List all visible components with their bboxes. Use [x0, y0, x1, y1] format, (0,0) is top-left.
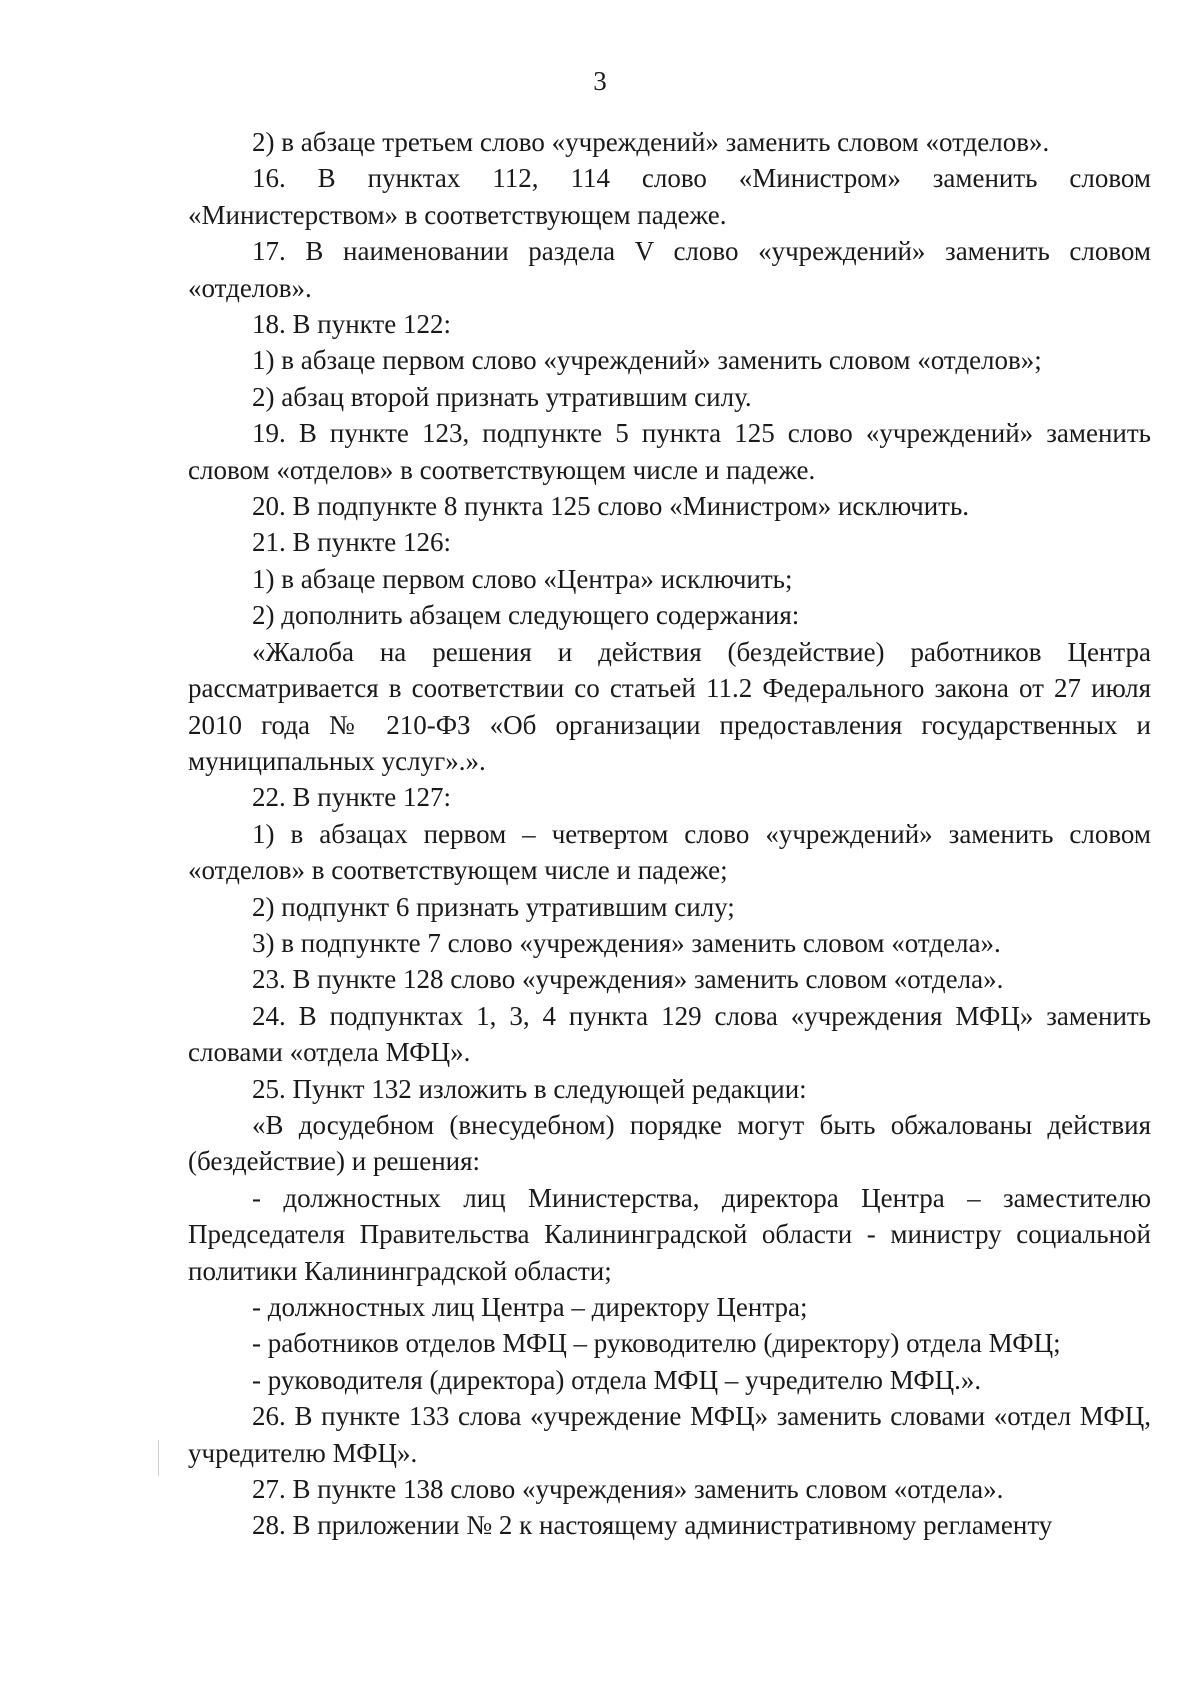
paragraph: 21. В пункте 126: [252, 527, 451, 558]
paragraph: 1) в абзаце первом слово «учреждений» заменить словом «отделов»; [252, 345, 1042, 376]
paragraph: 2) дополнить абзацем следующего содержания: [252, 600, 800, 631]
paragraph: 28. В приложении № 2 к настоящему административному регламенту [252, 1510, 1053, 1541]
paragraph: «В досудебном (внесудебном) порядке могут быть обжалованы действия (бездействие) и решения: [188, 1109, 1151, 1177]
paragraph: - руководителя (директора) отдела МФЦ – учредителю МФЦ.». [252, 1364, 982, 1395]
paragraph: 1) в абзацах первом – четвертом слово «учреждений» заменить словом «отделов» в соответствующем числе и падеже; [188, 818, 1151, 886]
paragraph: 19. В пункте 123, подпункте 5 пункта 125 слово «учреждений» заменить словом «отделов» в соответствующем числе и падеже. [188, 418, 1151, 485]
paragraph: 24. В подпунктах 1, 3, 4 пункта 129 слова «учреждения МФЦ» заменить словами «отдела МФЦ». [188, 1000, 1151, 1068]
paragraph: 17. В наименовании раздела V слово «учреждений» заменить словом «отделов». [188, 236, 1151, 303]
paragraph: - работников отделов МФЦ – руководителю (директору) отдела МФЦ; [252, 1328, 1061, 1359]
paragraph: 2) абзац второй признать утратившим силу. [252, 381, 752, 412]
paragraph: - должностных лиц Центра – директору Центра; [252, 1292, 808, 1322]
paragraph: 22. В пункте 127: [252, 782, 451, 813]
page-number: 3 [593, 66, 607, 96]
paragraph: «Жалоба на решения и действия (бездействие) работников Центра рассматривается в соответствии со статьей 11.2 Федерального закона от 27 июля 2010 года № 210-ФЗ «Об организации предоставления государственных и муниципальных услуг».». [188, 636, 1151, 776]
paragraph: - должностных лиц Министерства, директора Центра – заместителю Председателя Правительства Калининградской области - министру социальной политики Калининградской области; [188, 1182, 1151, 1286]
paragraph: 2) подпункт 6 признать утратившим силу; [252, 891, 735, 922]
paragraph: 2) в абзаце третьем слово «учреждений» заменить словом «отделов». [252, 127, 1050, 157]
paragraph: 16. В пунктах 112, 114 слово «Министром» заменить словом «Министерством» в соответствующем падеже. [188, 163, 1151, 230]
paragraph: 3) в подпункте 7 слово «учреждения» заменить словом «отдела». [252, 927, 1001, 958]
paragraph: 1) в абзаце первом слово «Центра» исключить; [252, 563, 793, 594]
paragraph: 27. В пункте 138 слово «учреждения» заменить словом «отдела». [252, 1474, 1004, 1505]
paragraph: 25. Пункт 132 изложить в следующей редакции: [252, 1073, 807, 1104]
paragraph: 23. В пункте 128 слово «учреждения» заменить словом «отдела». [252, 964, 1004, 995]
margin-mark [158, 1440, 159, 1476]
paragraph: 20. В подпункте 8 пункта 125 слово «Министром» исключить. [252, 491, 970, 522]
document-body [188, 124, 1151, 1544]
paragraph: 18. В пункте 122: [252, 309, 451, 340]
paragraph: 26. В пункте 133 слова «учреждение МФЦ» заменить словами «отдел МФЦ, учредителю МФЦ». [188, 1401, 1151, 1468]
